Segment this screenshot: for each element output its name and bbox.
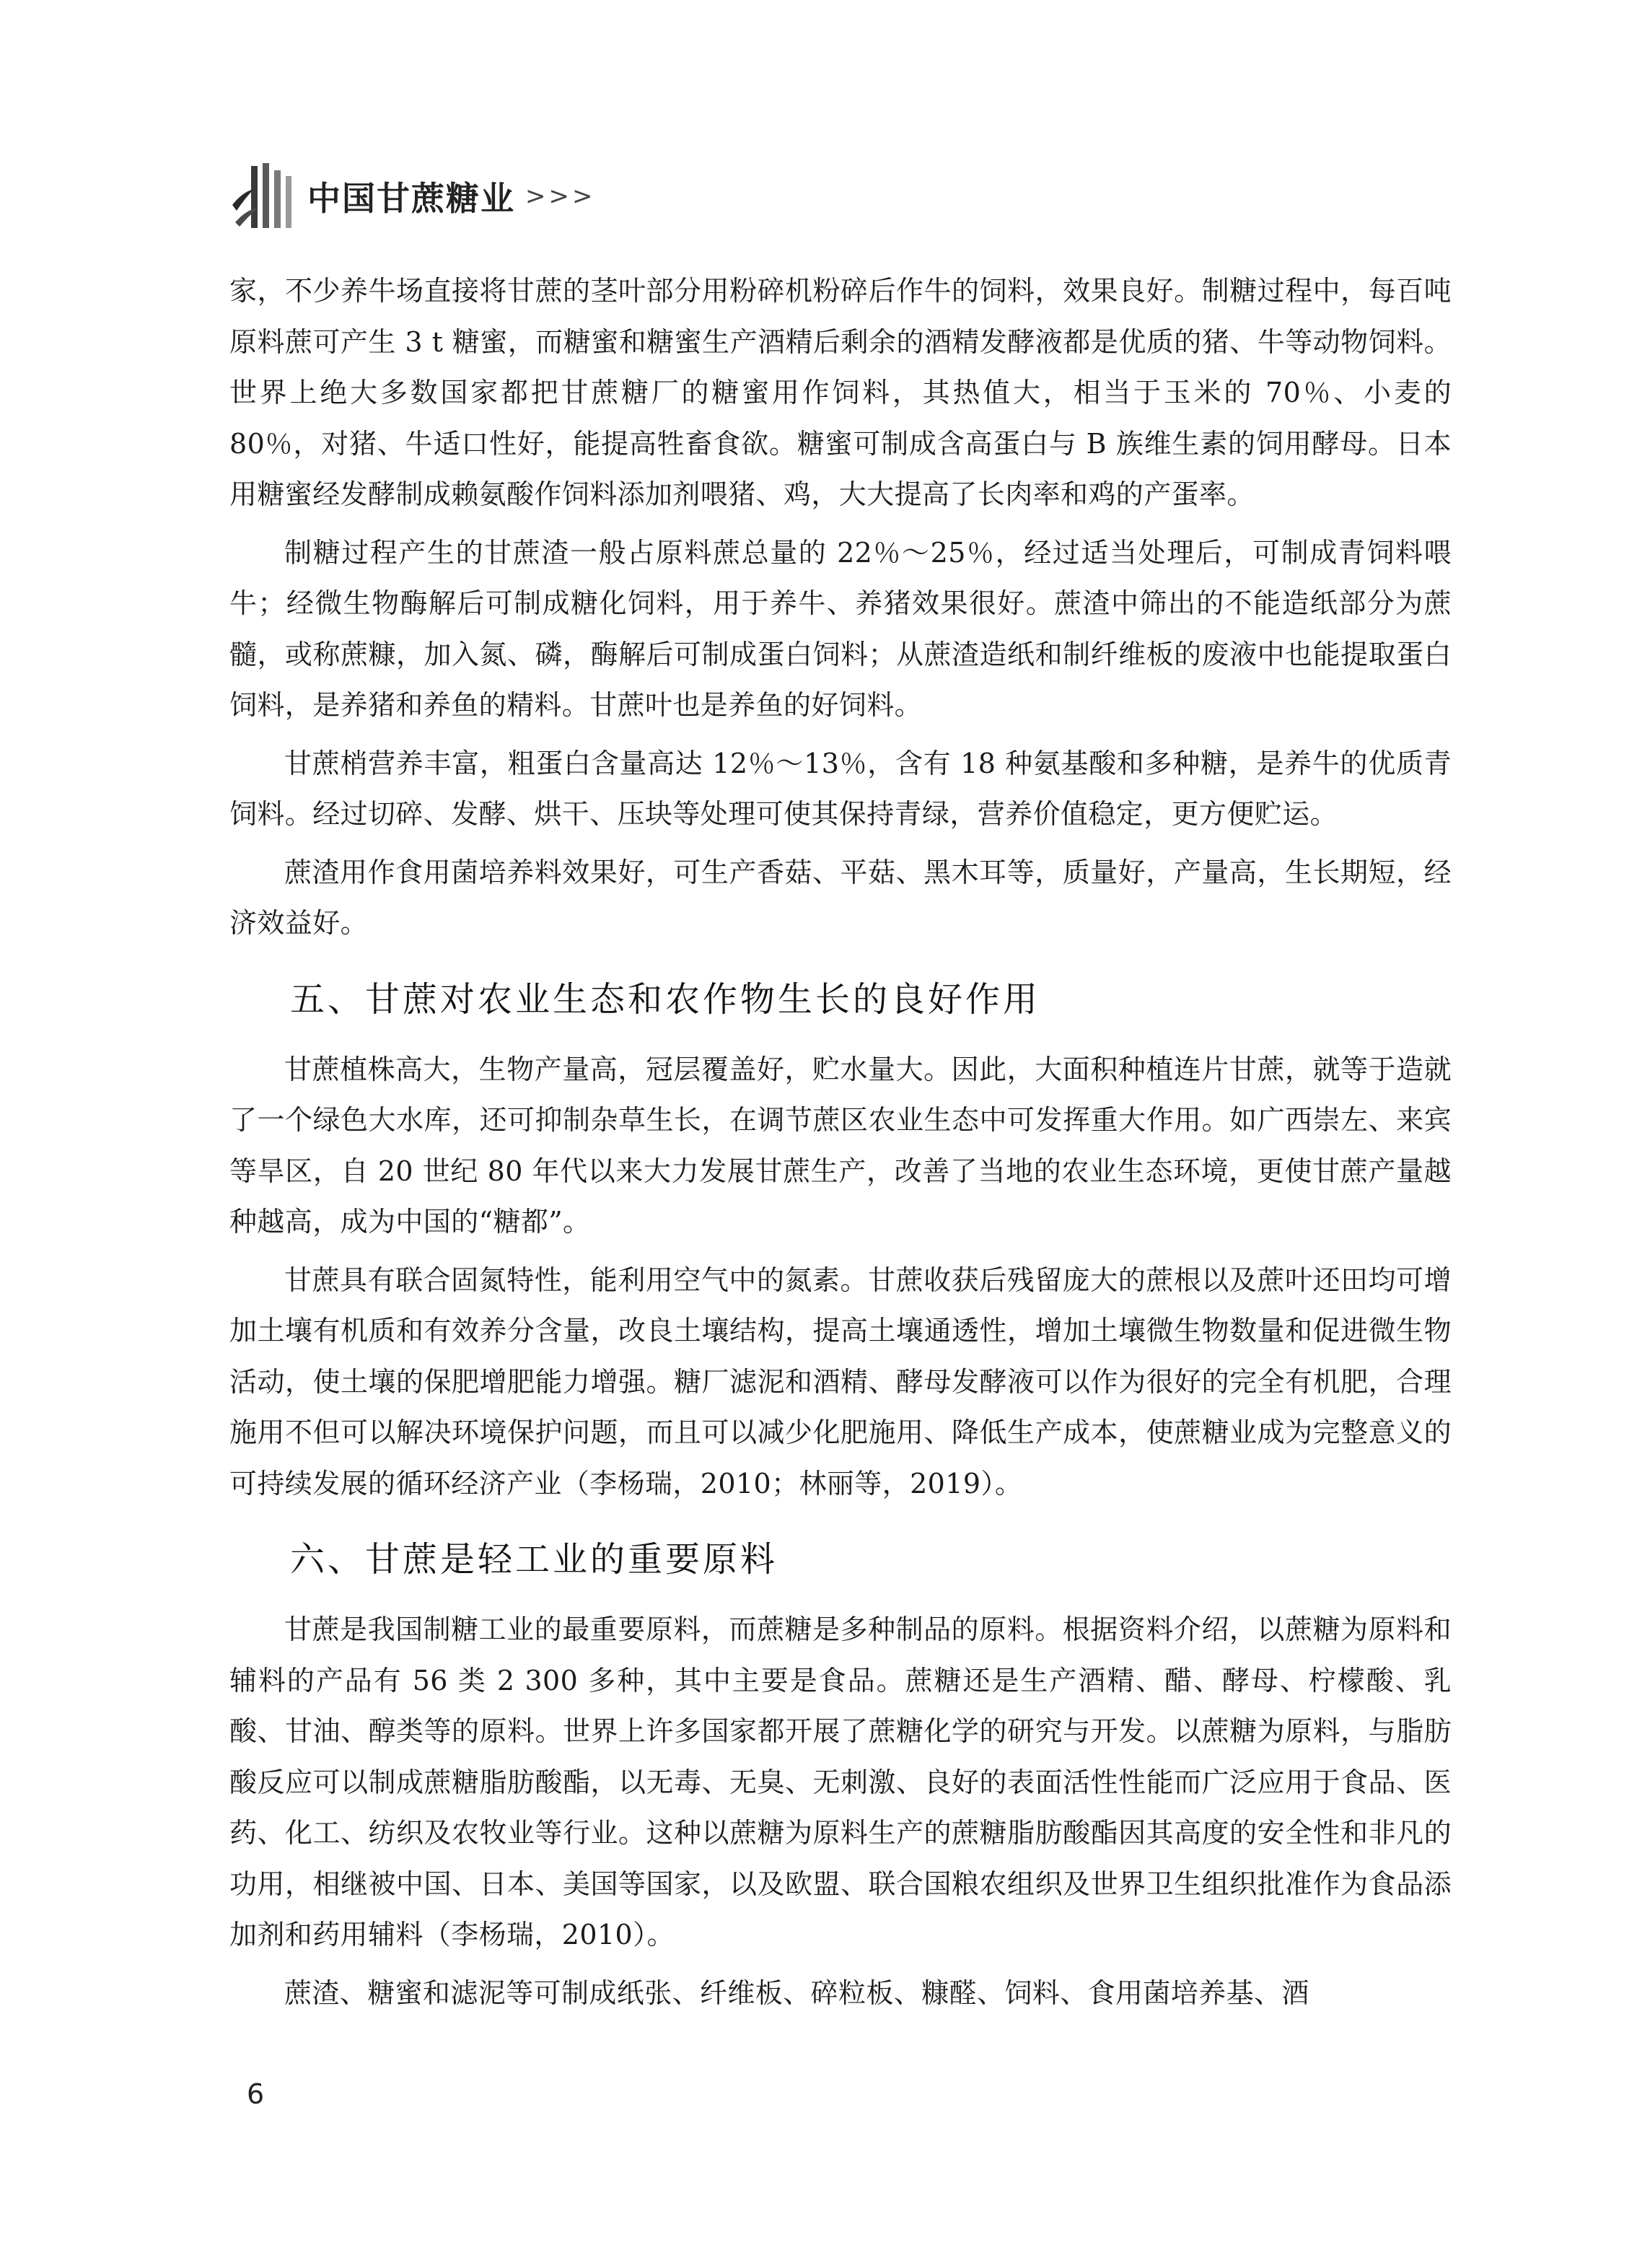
section-6-paragraph-2: 蔗渣、糖蜜和滤泥等可制成纸张、纤维板、碎粒板、糠醛、饲料、食用菌培养基、酒 xyxy=(284,1976,1309,2009)
paragraph-intro-1: 家，不少养牛场直接将甘蔗的茎叶部分用粉碎机粉碎后作牛的饲料，效果良好。制糖过程中，每百吨原料蔗可产生 3 t 糖蜜，而糖蜜和糖蜜生产酒精后剩余的酒精发酵液都是优质的猪、牛等动物饲料。世界上绝大多数国家都把甘蔗糖厂的糖蜜用作饲料，其热值大，相当于玉米的 70％、小麦的 80％，对猪、牛适口性好，能提高牲畜食欲。糖蜜可制成含高蛋白与 B 族维生素的饲用酵母。日本用糖蜜经发酵制成赖氨酸作饲料添加剂喂猪、鸡，大大提高了长肉率和鸡的产蛋率。 xyxy=(229,275,1452,510)
section-6-heading: 六、甘蔗是轻工业的重要原料 xyxy=(290,1539,778,1580)
brand-title: 中国甘蔗糖业 xyxy=(307,179,515,218)
paragraph-intro-3: 甘蔗梢营养丰富，粗蛋白含量高达 12％～13％，含有 18 种氨基酸和多种糖，是养牛的优质青饲料。经过切碎、发酵、烘干、压块等处理可使其保持青绿，营养价值稳定，更方便贮运。 xyxy=(229,747,1452,830)
section-5-heading: 五、甘蔗对农业生态和农作物生长的良好作用 xyxy=(290,978,1041,1020)
paragraph-intro-2: 制糖过程产生的甘蔗渣一般占原料蔗总量的 22％～25％，经过适当处理后，可制成青饲料喂牛；经微生物酶解后可制成糖化饲料，用于养牛、养猪效果很好。蔗渣中筛出的不能造纸部分为蔗髓，或称蔗糠，加入氮、磷，酶解后可制成蛋白饲料；从蔗渣造纸和制纤维板的废液中也能提取蛋白饲料，是养猪和养鱼的精料。甘蔗叶也是养鱼的好饲料。 xyxy=(229,536,1452,721)
header-arrows: >>> xyxy=(525,182,596,211)
section-6-paragraph-1: 甘蔗是我国制糖工业的最重要原料，而蔗糖是多种制品的原料。根据资料介绍，以蔗糖为原料和辅料的产品有 56 类 2 300 多种，其中主要是食品。蔗糖还是生产酒精、醋、酵母、柠檬酸、乳酸、甘油、醇类等的原料。世界上许多国家都开展了蔗糖化学的研究与开发。以蔗糖为原料，与脂肪酸反应可以制成蔗糖脂肪酸酯，以无毒、无臭、无刺激、良好的表面活性性能而广泛应用于食品、医药、化工、纺织及农牧业等行业。这种以蔗糖为原料生产的蔗糖脂肪酸酯因其高度的安全性和非凡的功用，相继被中国、日本、美国等国家，以及欧盟、联合国粮农组织及世界卫生组织批准作为食品添加剂和药用辅料（李杨瑞，2010）。 xyxy=(229,1614,1452,1950)
section-5-paragraph-2: 甘蔗具有联合固氮特性，能利用空气中的氮素。甘蔗收获后残留庞大的蔗根以及蔗叶还田均可增加土壤有机质和有效养分含量，改良土壤结构，提高土壤通透性，增加土壤微生物数量和促进微生物活动，使土壤的保肥增肥能力增强。糖厂滤泥和酒精、酵母发酵液可以作为很好的完全有机肥，合理施用不但可以解决环境保护问题，而且可以减少化肥施用、降低生产成本，使蔗糖业成为完整意义的可持续发展的循环经济产业（李杨瑞，2010；林丽等，2019）。 xyxy=(229,1264,1452,1499)
sugarcane-logo-icon xyxy=(229,160,297,232)
section-5-paragraph-1: 甘蔗植株高大，生物产量高，冠层覆盖好，贮水量大。因此，大面积种植连片甘蔗，就等于造就了一个绿色大水库，还可抑制杂草生长，在调节蔗区农业生态中可发挥重大作用。如广西崇左、来宾等旱区，自 20 世纪 80 年代以来大力发展甘蔗生产，改善了当地的农业生态环境，更使甘蔗产量越种越高，成为中国的“糖都”。 xyxy=(229,1053,1452,1238)
running-header xyxy=(229,160,595,232)
page-body xyxy=(229,266,1452,2018)
page-number: 6 xyxy=(247,2078,265,2110)
paragraph-intro-4: 蔗渣用作食用菌培养料效果好，可生产香菇、平菇、黑木耳等，质量好，产量高，生长期短，经济效益好。 xyxy=(229,856,1452,939)
